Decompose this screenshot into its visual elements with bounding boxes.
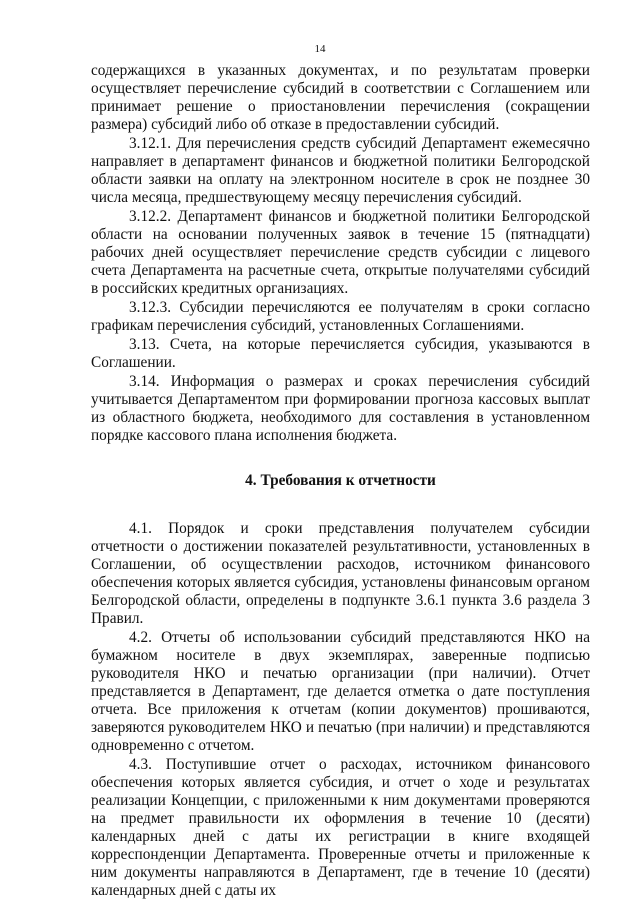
- paragraph-4-2: 4.2. Отчеты об использовании субсидий представляются НКО на бумажном носителе в двух экземплярах, заверенные подписью руководителя НКО и печатью организации (при наличии). Отчет представляется в Департамент, где делается отметка о дате поступления отчета. Все приложения к отчетам (копии документов) прошиваются, заверяются руководителем НКО и печатью (при наличии) и представляются одновременно с отчетом.: [91, 629, 590, 754]
- section-title: 4. Требования к отчетности: [245, 472, 436, 489]
- paragraph-3-12-3: 3.12.3. Субсидии перечисляются ее получателям в сроки согласно графикам перечисления субсидий, установленных Соглашениями.: [91, 299, 590, 334]
- paragraph-3-13: 3.13. Счета, на которые перечисляется субсидия, указываются в Соглашении.: [91, 336, 590, 371]
- document-body: [91, 62, 590, 900]
- paragraph-continuation: содержащихся в указанных документах, и по результатам проверки осуществляет перечисление субсидий в соответствии с Соглашением или принимает решение о приостановлении перечисления (сокращении размера) субсидий либо об отказе в предоставлении субсидий.: [91, 62, 590, 133]
- paragraph-4-3: 4.3. Поступившие отчет о расходах, источником финансового обеспечения которых является субсидия, и отчет о ходе и результатах реализации Концепции, с приложенными к ним документами проверяются на предмет правильности их оформления в течение 10 (десяти) календарных дней с даты их регистрации в книге входящей корреспонденции Департамента. Проверенные отчеты и приложенные к ним документы направляются в Департамент, где в течение 10 (десяти) календарных дней с даты их: [91, 756, 590, 899]
- paragraph-3-14: 3.14. Информация о размерах и сроках перечисления субсидий учитывается Департаментом при формировании прогноза кассовых выплат из областного бюджета, необходимого для составления в установленном порядке кассового плана исполнения бюджета.: [91, 373, 590, 444]
- paragraph-3-12-1: 3.12.1. Для перечисления средств субсидий Департамент ежемесячно направляет в департамент финансов и бюджетной политики Белгородской области заявки на оплату на электронном носителе в срок не позднее 30 числа месяца, предшествующему месяцу перечисления субсидий.: [91, 135, 590, 206]
- paragraph-4-1: 4.1. Порядок и сроки представления получателем субсидии отчетности о достижении показателей результативности, установленных в Соглашении, об осуществлении расходов, источником финансового обеспечения которых является субсидия, установлены финансовым органом Белгородской области, определены в подпункте 3.6.1 пункта 3.6 раздела 3 Правил.: [91, 520, 590, 627]
- paragraph-3-12-2: 3.12.2. Департамент финансов и бюджетной политики Белгородской области на основании полученных заявок в течение 15 (пятнадцати) рабочих дней осуществляет перечисление средств субсидии с лицевого счета Департамента на расчетные счета, открытые получателями субсидий в российских кредитных организациях.: [91, 208, 590, 297]
- page-number: 14: [314, 43, 326, 55]
